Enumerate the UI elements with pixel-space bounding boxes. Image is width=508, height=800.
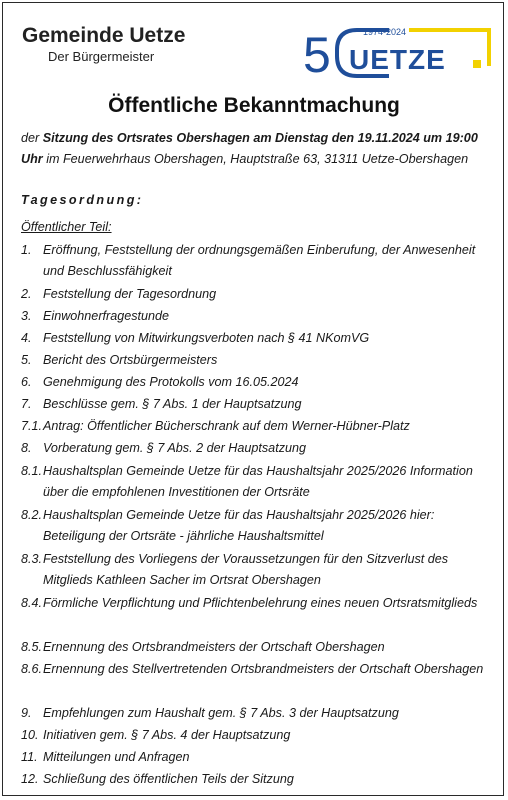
item-number: 9.	[21, 706, 32, 720]
item-text: Förmliche Verpflichtung und Pflichtenbelehrung eines neuen Ortsratsmitglieds	[43, 596, 478, 610]
item-text: Eröffnung, Feststellung der ordnungsgemäßen Einberufung, der Anwesenheit und Beschlussfähigkeit	[43, 243, 476, 278]
item-number: 7.	[21, 397, 32, 411]
logo-digit: 5	[303, 27, 331, 82]
logo-years: 1974-2024	[363, 27, 407, 37]
item-number: 8.1.	[21, 464, 43, 478]
item-number: 2.	[21, 287, 32, 301]
item-text: Initiativen gem. § 7 Abs. 4 der Hauptsatzung	[43, 728, 291, 742]
item-text: Vorberatung gem. § 7 Abs. 2 der Hauptsatzung	[43, 441, 306, 455]
item-text: Bericht des Ortsbürgermeisters	[43, 353, 218, 367]
page-title: Öffentliche Bekanntmachung	[108, 94, 400, 117]
public-part-heading: Öffentlicher Teil:	[21, 220, 112, 234]
item-text: Genehmigung des Protokolls vom 16.05.2024	[43, 375, 299, 389]
item-number: 8.3.	[21, 552, 43, 566]
item-number: 4.	[21, 331, 32, 345]
meeting-location: im Feuerwehrhaus Obershagen, Hauptstraße 63, 31311 Uetze-Obershagen	[42, 152, 469, 166]
item-number: 8.4.	[21, 596, 43, 610]
item-text: Ernennung des Ortsbrandmeisters der Ortschaft Obershagen	[43, 640, 385, 654]
item-text: Feststellung von Mitwirkungsverboten nach § 41 NKomVG	[43, 331, 370, 345]
office-title: Der Bürgermeister	[48, 49, 155, 64]
intro-prefix: der	[21, 131, 43, 145]
item-number: 7.1.	[21, 419, 43, 433]
item-number: 10.	[21, 728, 39, 742]
item-text: Einwohnerfragestunde	[43, 309, 170, 323]
item-text: Haushaltsplan Gemeinde Uetze für das Haushaltsjahr 2025/2026 Information über die empfohlenen Investitionen der Ortsräte	[43, 464, 473, 499]
item-number: 11.	[21, 750, 38, 764]
item-number: 1.	[21, 243, 32, 257]
meeting-date-time: Sitzung des Ortsrates Obershagen am Dienstag den 19.11.2024 um 19:00 Uhr	[21, 131, 478, 166]
item-number: 8.2.	[21, 508, 43, 522]
item-text: Beschlüsse gem. § 7 Abs. 1 der Hauptsatzung	[43, 397, 302, 411]
item-text: Empfehlungen zum Haushalt gem. § 7 Abs. 3 der Hauptsatzung	[43, 706, 399, 720]
logo-name: UETZE	[349, 44, 446, 75]
item-number: 12.	[21, 772, 39, 786]
item-text: Ernennung des Stellvertretenden Ortsbrandmeisters der Ortschaft Obershagen	[43, 662, 484, 676]
header	[0, 0, 508, 90]
item-text: Feststellung des Vorliegens der Voraussetzungen für den Sitzverlust des Mitglieds Kathleen Sacher im Ortsrat Obershagen	[43, 552, 449, 587]
municipality-name: Gemeinde Uetze	[22, 24, 186, 47]
item-number: 6.	[21, 375, 32, 389]
item-number: 3.	[21, 309, 32, 323]
item-number: 8.5.	[21, 640, 43, 654]
item-text: Haushaltsplan Gemeinde Uetze für das Haushaltsjahr 2025/2026 hier: Beteiligung der Ortsräte - jährliche Haushaltsmittel	[43, 508, 435, 543]
meeting-intro	[21, 128, 491, 170]
item-text: Feststellung der Tagesordnung	[43, 287, 217, 301]
item-text: Mitteilungen und Anfragen	[43, 750, 190, 764]
item-number: 8.	[21, 441, 32, 455]
uetze-50-years-logo	[303, 20, 493, 82]
agenda-heading: Tagesordnung:	[21, 193, 144, 207]
item-number: 8.6.	[21, 662, 43, 676]
item-number: 5.	[21, 353, 32, 367]
item-text: Antrag: Öffentlicher Bücherschrank auf dem Werner-Hübner-Platz	[43, 419, 410, 433]
item-text: Schließung des öffentlichen Teils der Sitzung	[43, 772, 294, 786]
